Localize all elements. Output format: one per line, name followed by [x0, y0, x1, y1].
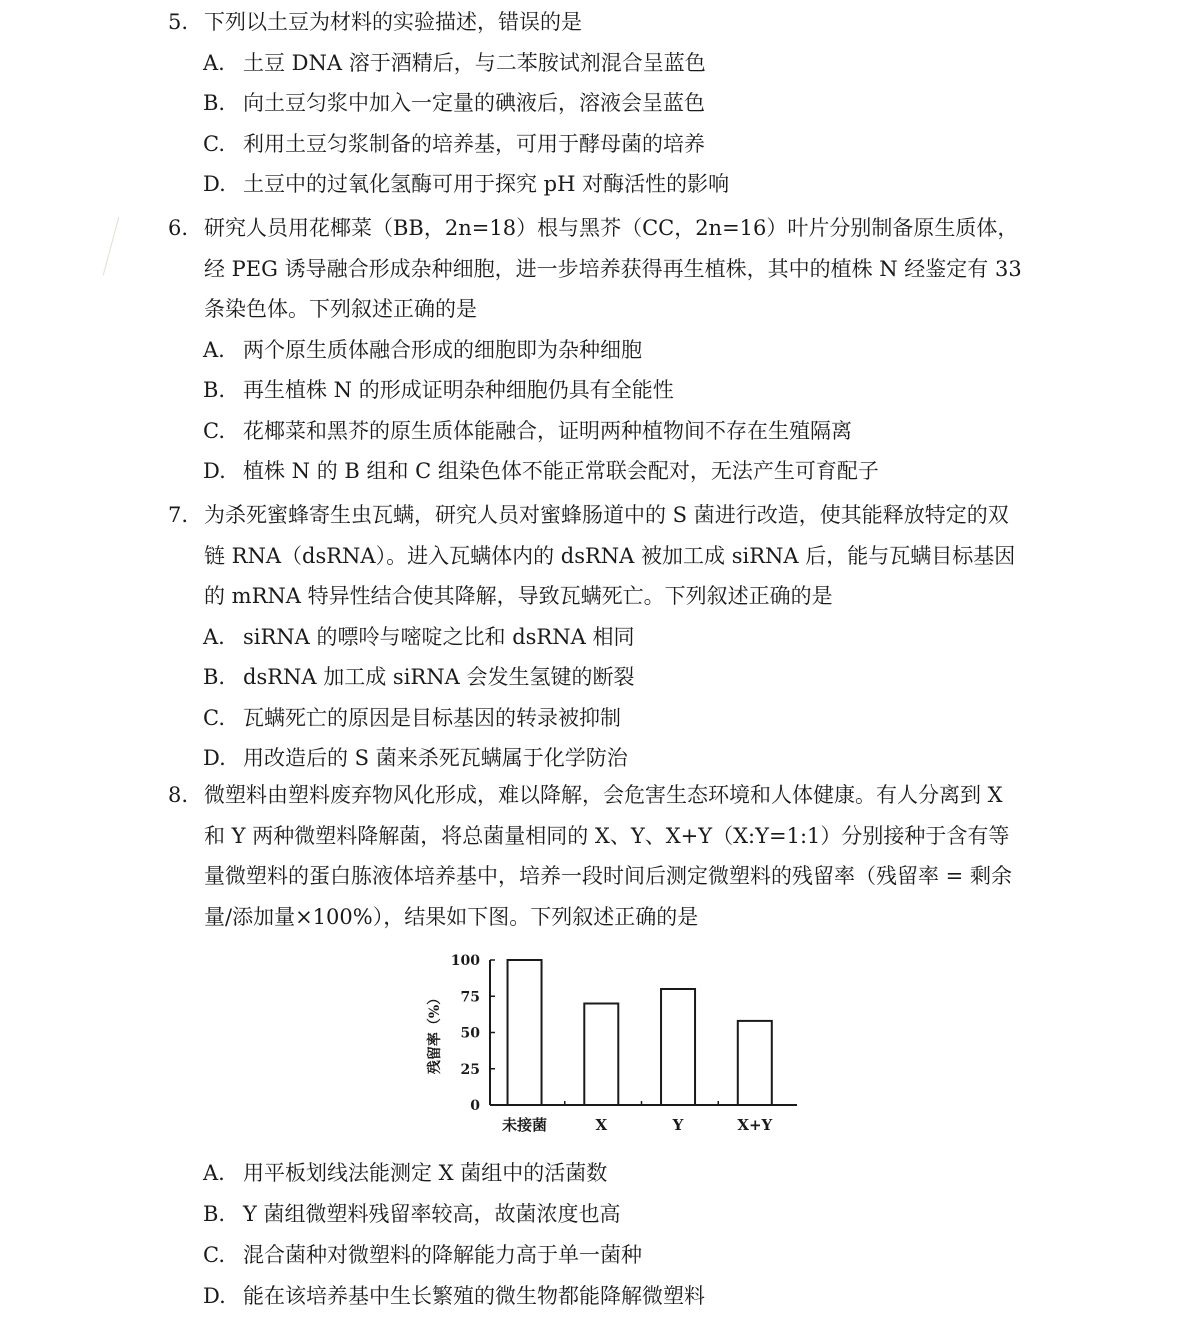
option-d [168, 164, 1024, 205]
option-b [168, 657, 1024, 698]
bar [661, 989, 695, 1105]
x-tick-label: Y [672, 1116, 684, 1134]
option-label: B. [203, 91, 226, 115]
chart-svg [415, 945, 815, 1145]
x-tick-label: X [595, 1116, 608, 1134]
question-8-options [168, 1153, 705, 1317]
question-number: 6. [168, 216, 189, 240]
option-text: 用改造后的 S 菌来杀死瓦螨属于化学防治 [243, 746, 628, 770]
option-label: D. [203, 459, 226, 483]
option-label: B. [203, 665, 226, 689]
option-a [168, 330, 1024, 371]
option-d [168, 451, 1024, 492]
option-label: A. [203, 624, 225, 649]
option-label: D. [203, 172, 226, 196]
question-number: 8. [168, 783, 189, 807]
option-c [168, 124, 1024, 165]
option-text: siRNA 的嘌呤与嘧啶之比和 dsRNA 相同 [243, 624, 635, 649]
option-b [168, 370, 1024, 411]
y-tick-label: 25 [460, 1061, 480, 1078]
option-text: 土豆 DNA 溶于酒精后，与二苯胺试剂混合呈蓝色 [243, 50, 706, 75]
option-text: dsRNA 加工成 siRNA 会发生氢键的断裂 [243, 665, 635, 689]
option-a [168, 43, 1024, 84]
residual-rate-bar-chart [415, 945, 815, 1145]
option-text: 用平板划线法能测定 X 菌组中的活菌数 [243, 1161, 608, 1185]
option-text: 瓦螨死亡的原因是目标基因的转录被抑制 [243, 705, 621, 730]
question-text: 微塑料由塑料废弃物风化形成，难以降解，会危害生态环境和人体健康。有人分离到 X 和 Y 两种微塑料降解菌，将总菌量相同的 X、Y、X+Y（X:Y=1:1）分别接种于含有等量微塑料的蛋白胨液体培养基中，培养一段时间后测定微塑料的残留率（残留率 = 剩余量/添加量×100%），结果如下图。下列叙述正确的是 [204, 783, 1012, 929]
question-stem [168, 775, 1024, 937]
option-label: A. [203, 1161, 225, 1185]
option-b [168, 1194, 705, 1235]
option-label: C. [203, 705, 225, 730]
bar [584, 1004, 618, 1106]
option-c [168, 698, 1024, 739]
question-text: 为杀死蜜蜂寄生虫瓦螨，研究人员对蜜蜂肠道中的 S 菌进行改造，使其能释放特定的双链 RNA（dsRNA）。进入瓦螨体内的 dsRNA 被加工成 siRNA 后，能与瓦螨目标基因的 mRNA 特异性结合使其降解，导致瓦螨死亡。下列叙述正确的是 [204, 503, 1016, 608]
option-label: C. [203, 131, 225, 156]
option-text: 混合菌种对微塑料的降解能力高于单一菌种 [243, 1243, 642, 1267]
y-tick-label: 0 [470, 1098, 480, 1114]
option-label: A. [203, 337, 225, 362]
question-text: 研究人员用花椰菜（BB，2n=18）根与黑芥（CC，2n=16）叶片分别制备原生质体，经 PEG 诱导融合形成杂种细胞，进一步培养获得再生植株，其中的植株 N 经鉴定有 33 条染色体。下列叙述正确的是 [204, 216, 1022, 321]
question-text: 下列以土豆为材料的实验描述，错误的是 [204, 10, 582, 34]
option-text: 植株 N 的 B 组和 C 组染色体不能正常联会配对，无法产生可育配子 [243, 459, 879, 483]
y-tick-label: 75 [460, 989, 480, 1006]
question-6 [168, 208, 1024, 492]
option-label: B. [203, 378, 226, 402]
option-a [168, 617, 1024, 658]
question-5 [168, 2, 1024, 205]
option-d [168, 738, 1024, 779]
option-b [168, 83, 1024, 124]
option-c [168, 411, 1024, 452]
y-axis-label: 残留率（%） [427, 990, 443, 1075]
option-label: B. [203, 1202, 226, 1226]
option-c [168, 1235, 705, 1276]
y-tick-label: 100 [450, 953, 480, 969]
question-number: 7. [168, 503, 189, 527]
option-text: 利用土豆匀浆制备的培养基，可用于酵母菌的培养 [243, 131, 705, 156]
option-text: 向土豆匀浆中加入一定量的碘液后，溶液会呈蓝色 [243, 91, 705, 115]
option-text: 能在该培养基中生长繁殖的微生物都能降解微塑料 [243, 1284, 705, 1308]
option-text: 土豆中的过氧化氢酶可用于探究 pH 对酶活性的影响 [243, 172, 730, 196]
option-text: 花椰菜和黑芥的原生质体能融合，证明两种植物间不存在生殖隔离 [243, 418, 852, 443]
bar [738, 1021, 772, 1105]
option-label: C. [203, 418, 225, 443]
bar [508, 960, 542, 1105]
question-stem [168, 495, 1024, 617]
y-tick-label: 50 [460, 1025, 480, 1042]
question-7 [168, 495, 1024, 779]
x-tick-label: X+Y [737, 1116, 773, 1134]
option-text: 两个原生质体融合形成的细胞即为杂种细胞 [243, 337, 642, 362]
option-text: Y 菌组微塑料残留率较高，故菌浓度也高 [243, 1202, 621, 1226]
option-a [168, 1153, 705, 1194]
option-label: D. [203, 746, 226, 770]
option-label: C. [203, 1243, 225, 1267]
question-stem [168, 208, 1024, 330]
option-text: 再生植株 N 的形成证明杂种细胞仍具有全能性 [243, 378, 674, 402]
option-label: D. [203, 1284, 226, 1308]
question-number: 5. [168, 10, 189, 34]
option-d [168, 1276, 705, 1317]
question-8 [168, 775, 1024, 937]
x-tick-label: 未接菌 [502, 1116, 548, 1134]
question-stem [168, 2, 1024, 43]
pencil-mark [103, 217, 148, 283]
option-label: A. [203, 50, 225, 75]
